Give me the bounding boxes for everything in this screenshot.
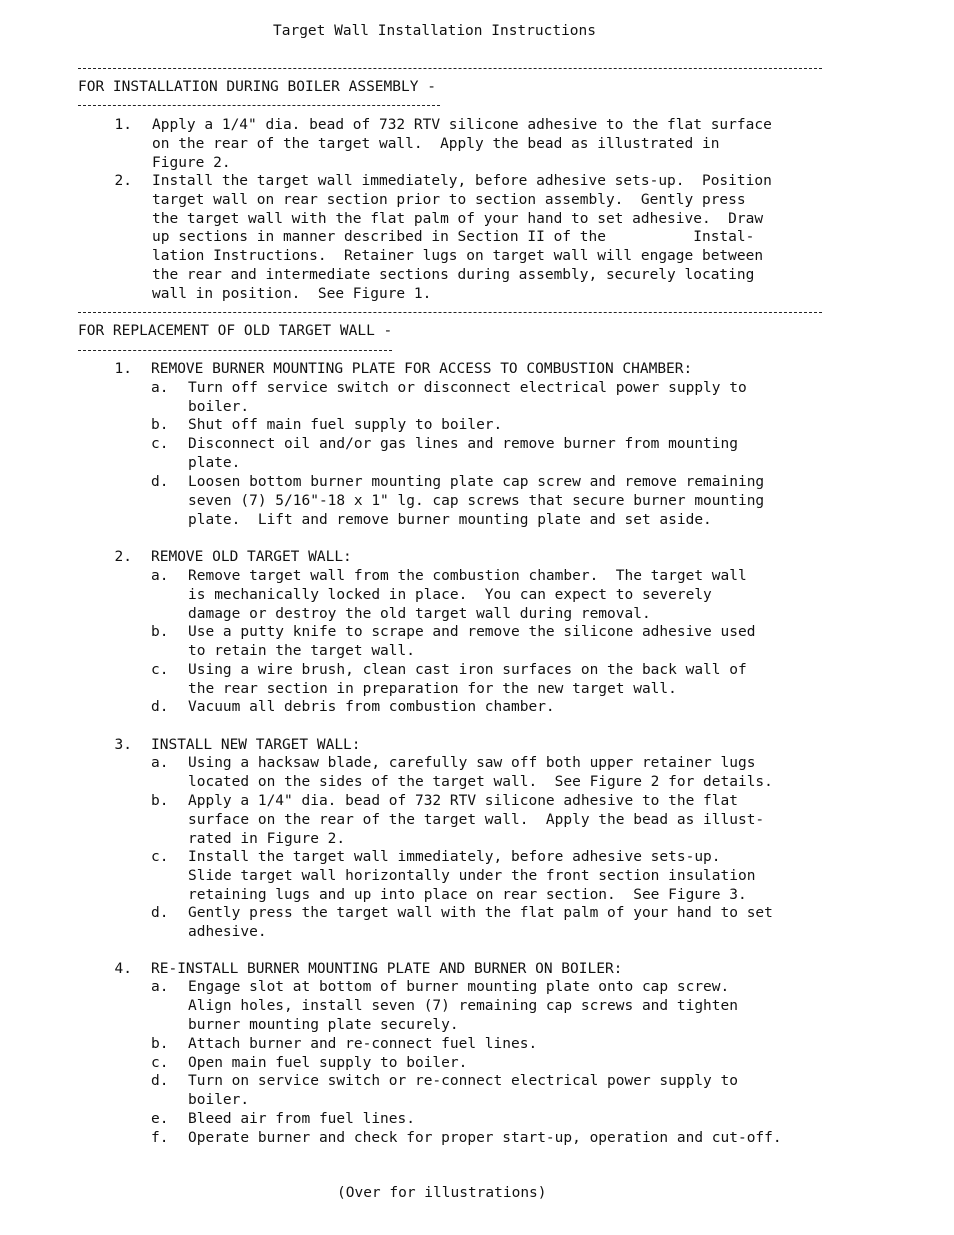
divider <box>78 68 822 69</box>
sub-text: Vacuum all debris from combustion chamber. <box>188 699 555 715</box>
step-title: REMOVE BURNER MOUNTING PLATE FOR ACCESS TO COMBUSTION CHAMBER: <box>151 361 693 377</box>
sub-text: Loosen bottom burner mounting plate cap screw and remove remaining seven (7) 5/16"-18 x 1" lg. cap screws that secure burner mounting plate. Lift and remove burner mounting plate and set aside. <box>188 474 765 528</box>
sub-letter: c. <box>151 849 169 865</box>
sub-letter: a. <box>151 979 169 995</box>
heading-underline <box>78 105 440 106</box>
sub-letter: b. <box>151 1036 169 1052</box>
sub-letter: b. <box>151 793 169 809</box>
page-footer: (Over for illustrations) <box>337 1185 547 1201</box>
sub-letter: b. <box>151 624 169 640</box>
heading-underline <box>78 350 392 351</box>
sub-letter: d. <box>151 699 169 715</box>
item-text: Install the target wall immediately, before adhesive sets-up. Position target wall on rear section prior to section assembly. Gently press the target wall with the flat palm of your hand to set adhesive. Draw up sections in manner described in Section II of the Instal- lation Instructions. Retainer lugs on target wall will engage between the rear and intermediate sections during assembly, securely locating wall in position. See Figure 1. <box>152 173 772 302</box>
sub-letter: d. <box>151 474 169 490</box>
sub-letter: d. <box>151 1073 169 1089</box>
sub-text: Operate burner and check for proper start-up, operation and cut-off. <box>188 1130 782 1146</box>
section-heading-replacement: FOR REPLACEMENT OF OLD TARGET WALL - <box>78 323 393 339</box>
sub-text: Open main fuel supply to boiler. <box>188 1055 468 1071</box>
step-number: 2. <box>114 549 132 565</box>
sub-letter: a. <box>151 568 169 584</box>
sub-letter: c. <box>151 436 169 452</box>
sub-text: Engage slot at bottom of burner mounting plate onto cap screw. Align holes, install seven (7) remaining cap screws and tighten burner mounting plate securely. <box>188 979 738 1033</box>
sub-text: Remove target wall from the combustion chamber. The target wall is mechanically locked in place. You can expect to severely damage or destroy the old target wall during removal. <box>188 568 747 622</box>
sub-text: Install the target wall immediately, before adhesive sets-up. Slide target wall horizontally under the front section insulation retaining lugs and up into place on rear section. See Figure 3. <box>188 849 756 903</box>
sub-text: Bleed air from fuel lines. <box>188 1111 415 1127</box>
step-title: REMOVE OLD TARGET WALL: <box>151 549 352 565</box>
step-title: RE-INSTALL BURNER MOUNTING PLATE AND BURNER ON BOILER: <box>151 961 623 977</box>
sub-text: Use a putty knife to scrape and remove the silicone adhesive used to retain the target wall. <box>188 624 756 659</box>
step-number: 3. <box>114 737 132 753</box>
sub-text: Shut off main fuel supply to boiler. <box>188 417 503 433</box>
section-heading-assembly: FOR INSTALLATION DURING BOILER ASSEMBLY - <box>78 79 436 95</box>
sub-text: Attach burner and re-connect fuel lines. <box>188 1036 538 1052</box>
sub-letter: f. <box>151 1130 169 1146</box>
sub-text: Turn off service switch or disconnect electrical power supply to boiler. <box>188 380 747 415</box>
step-number: 4. <box>114 961 132 977</box>
sub-text: Using a hacksaw blade, carefully saw off both upper retainer lugs located on the sides of the target wall. See Figure 2 for details. <box>188 755 773 790</box>
item-number: 1. <box>114 117 132 133</box>
sub-text: Apply a 1/4" dia. bead of 732 RTV silicone adhesive to the flat surface on the rear of the target wall. Apply the bead as illust- rated in Figure 2. <box>188 793 765 847</box>
step-number: 1. <box>114 361 132 377</box>
sub-text: Gently press the target wall with the flat palm of your hand to set adhesive. <box>188 905 773 940</box>
sub-letter: c. <box>151 662 169 678</box>
sub-text: Using a wire brush, clean cast iron surfaces on the back wall of the rear section in preparation for the new target wall. <box>188 662 747 697</box>
step-title: INSTALL NEW TARGET WALL: <box>151 737 361 753</box>
page-title: Target Wall Installation Instructions <box>273 23 597 39</box>
sub-letter: a. <box>151 380 169 396</box>
item-number: 2. <box>114 173 132 189</box>
sub-letter: d. <box>151 905 169 921</box>
sub-letter: e. <box>151 1111 169 1127</box>
divider <box>78 312 822 313</box>
sub-letter: b. <box>151 417 169 433</box>
sub-text: Disconnect oil and/or gas lines and remove burner from mounting plate. <box>188 436 738 471</box>
sub-text: Turn on service switch or re-connect electrical power supply to boiler. <box>188 1073 738 1108</box>
sub-letter: a. <box>151 755 169 771</box>
item-text: Apply a 1/4" dia. bead of 732 RTV silicone adhesive to the flat surface on the rear of the target wall. Apply the bead as illustrated in Figure 2. <box>152 117 772 171</box>
sub-letter: c. <box>151 1055 169 1071</box>
